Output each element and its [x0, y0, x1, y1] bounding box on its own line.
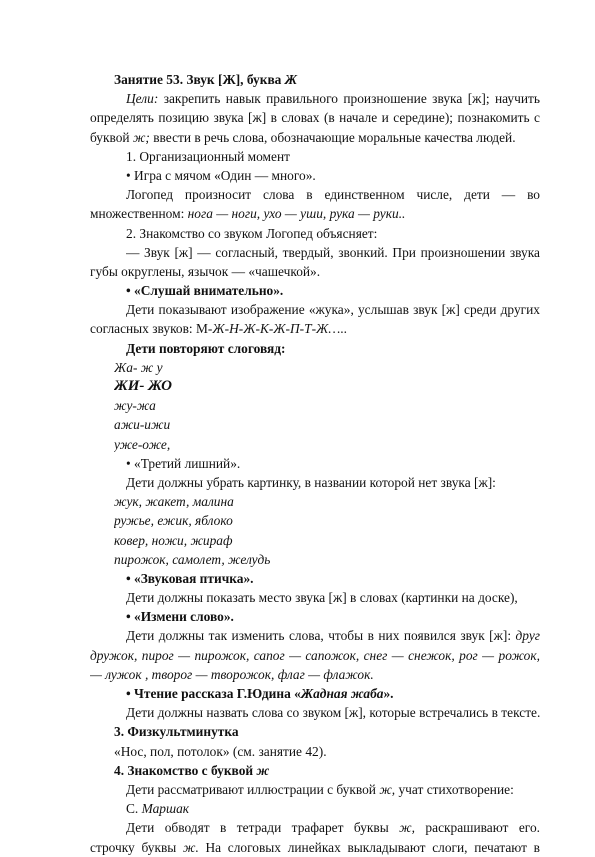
text-line: [90, 262, 540, 281]
text-run: ковер, ножи, жираф: [114, 532, 233, 548]
text-run: — лужок , творог — творожок, флаг — флажок.: [90, 666, 374, 682]
text-line: [126, 89, 540, 108]
text-line: [90, 319, 540, 338]
text-run: Логопед произносит слова в единственном числе, дети — во: [126, 187, 540, 203]
text-run: 2. Знакомство со звуком Логопед объясняет:: [126, 225, 378, 241]
text-run: Дети обводят в тетради трафарет буквы: [126, 820, 400, 836]
text-line: [126, 818, 540, 837]
text-run: ж,: [379, 781, 396, 797]
text-line: [126, 626, 540, 645]
text-line: [114, 742, 540, 761]
text-line: [126, 454, 540, 473]
text-run: Ж: [284, 72, 298, 87]
text-line: [126, 569, 540, 588]
text-line: [114, 358, 540, 377]
text-line: [114, 70, 540, 89]
text-run: ж: [256, 762, 270, 778]
text-line: [90, 204, 540, 223]
text-run: согласных звуков: М-: [90, 321, 213, 337]
text-line: [114, 722, 540, 741]
text-run: • Игра с мячом «Один — много».: [126, 167, 316, 183]
text-run: На слоговых линейках выкладывают слоги, печатают в: [198, 839, 540, 855]
text-line: [126, 780, 540, 799]
text-line: [126, 607, 540, 626]
text-line: [126, 703, 540, 722]
text-line: [126, 684, 540, 703]
text-run: ружье, ежик, яблоко: [114, 513, 233, 529]
text-line: [126, 243, 540, 262]
text-run: ..: [340, 321, 347, 337]
text-line: [114, 377, 540, 396]
text-run: Жадная жаба: [300, 686, 384, 701]
text-run: Дети показывают изображение «жука», услышав звук [ж] среди других: [126, 302, 540, 318]
text-run: строчку буквы: [90, 839, 183, 855]
text-run: Занятие 53. Звук [Ж], буква: [114, 72, 285, 87]
text-run: дружок, пирог — пирожок, сапог — сапожок, снег — снежок, рог — рожок,: [90, 647, 540, 663]
text-line: [114, 435, 540, 454]
text-line: [126, 339, 540, 358]
text-run: Дети должны показать место звука [ж] в словах (картинки на доске),: [126, 590, 518, 606]
text-line: [126, 147, 540, 166]
text-run: уже-оже,: [114, 436, 171, 452]
text-run: Дети должны так изменить слова, чтобы в них появился звук [ж]:: [126, 628, 516, 644]
text-line: [114, 761, 540, 780]
text-run: — Звук [ж] — согласный, твердый, звонкий. При произношении звука: [126, 244, 540, 260]
text-run: буквой: [90, 129, 133, 145]
text-run: Дети повторяют слоговяд:: [126, 340, 286, 356]
text-run: • Чтение рассказа Г.Юдина «: [126, 686, 301, 701]
text-line: [90, 128, 540, 147]
text-run: множественном:: [90, 206, 188, 222]
text-run: • «Звуковая птичка».: [126, 570, 254, 586]
text-line: [114, 511, 540, 530]
text-line: [126, 166, 540, 185]
text-run: ЖИ- ЖО: [114, 378, 172, 394]
text-line: [90, 108, 540, 127]
text-run: ажи-ижи: [114, 417, 171, 433]
text-line: [114, 415, 540, 434]
text-run: ж,: [399, 820, 415, 836]
text-run: губы округлены, язычок — «чашечкой».: [90, 263, 321, 279]
text-run: закрепить навык правильного произношение звука [ж]; научить: [158, 91, 540, 107]
text-run: ж.: [182, 839, 199, 855]
text-line: [90, 838, 540, 857]
text-run: • «Измени слово».: [126, 609, 234, 625]
text-run: • «Слушай внимательно».: [126, 283, 284, 299]
text-run: определять позицию звука [ж] в словах (в начале и середине); познакомить с: [90, 110, 540, 126]
text-line: [126, 300, 540, 319]
text-run: Цели:: [126, 91, 159, 107]
text-run: нога — ноги, ухо — уши, рука — руки..: [187, 206, 406, 222]
text-line: [126, 281, 540, 300]
text-line: [126, 185, 540, 204]
text-run: Ж-Н-Ж-К-Ж-П-Т-Ж…: [212, 321, 341, 337]
text-line: [90, 665, 540, 684]
text-line: [126, 588, 540, 607]
lesson-text: [90, 70, 540, 857]
text-run: раскрашивают его.: [425, 820, 540, 836]
text-run: 1. Организационный момент: [126, 148, 290, 164]
text-run: Жа- ж у: [114, 359, 163, 375]
text-run: Дети должны назвать слова со звуком [ж], которые встречались в тексте.: [126, 705, 540, 721]
text-line: [114, 396, 540, 415]
text-line: [114, 531, 540, 550]
text-run: пирожок, самолет, желудь: [114, 551, 271, 567]
text-run: Дети должны убрать картинку, в названии которой нет звука [ж]:: [126, 474, 496, 490]
text-run: ввести в речь слова, обозначающие моральные качества людей.: [149, 129, 516, 145]
text-run: Дети рассматривают иллюстрации с буквой: [126, 781, 380, 797]
text-run: «Нос, пол, потолок» (см. занятие 42).: [114, 743, 327, 759]
text-run: ».: [383, 686, 394, 701]
text-run: • «Третий лишний».: [126, 455, 241, 471]
text-line: [126, 799, 540, 818]
text-run: 3. Физкультминутка: [114, 724, 239, 740]
text-line: [126, 473, 540, 492]
text-run: С.: [126, 801, 142, 817]
text-run: жук, жакет, малина: [114, 494, 234, 510]
text-run: 4. Знакомство с буквой: [114, 762, 257, 778]
text-line: [126, 224, 540, 243]
text-line: [114, 550, 540, 569]
text-run: Маршак: [141, 801, 190, 817]
text-run: учат стихотворение:: [395, 781, 514, 797]
text-line: [90, 646, 540, 665]
text-run: ж;: [132, 129, 150, 145]
text-run: жу-жа: [114, 398, 156, 414]
text-run: друг: [515, 628, 540, 644]
text-line: [114, 492, 540, 511]
